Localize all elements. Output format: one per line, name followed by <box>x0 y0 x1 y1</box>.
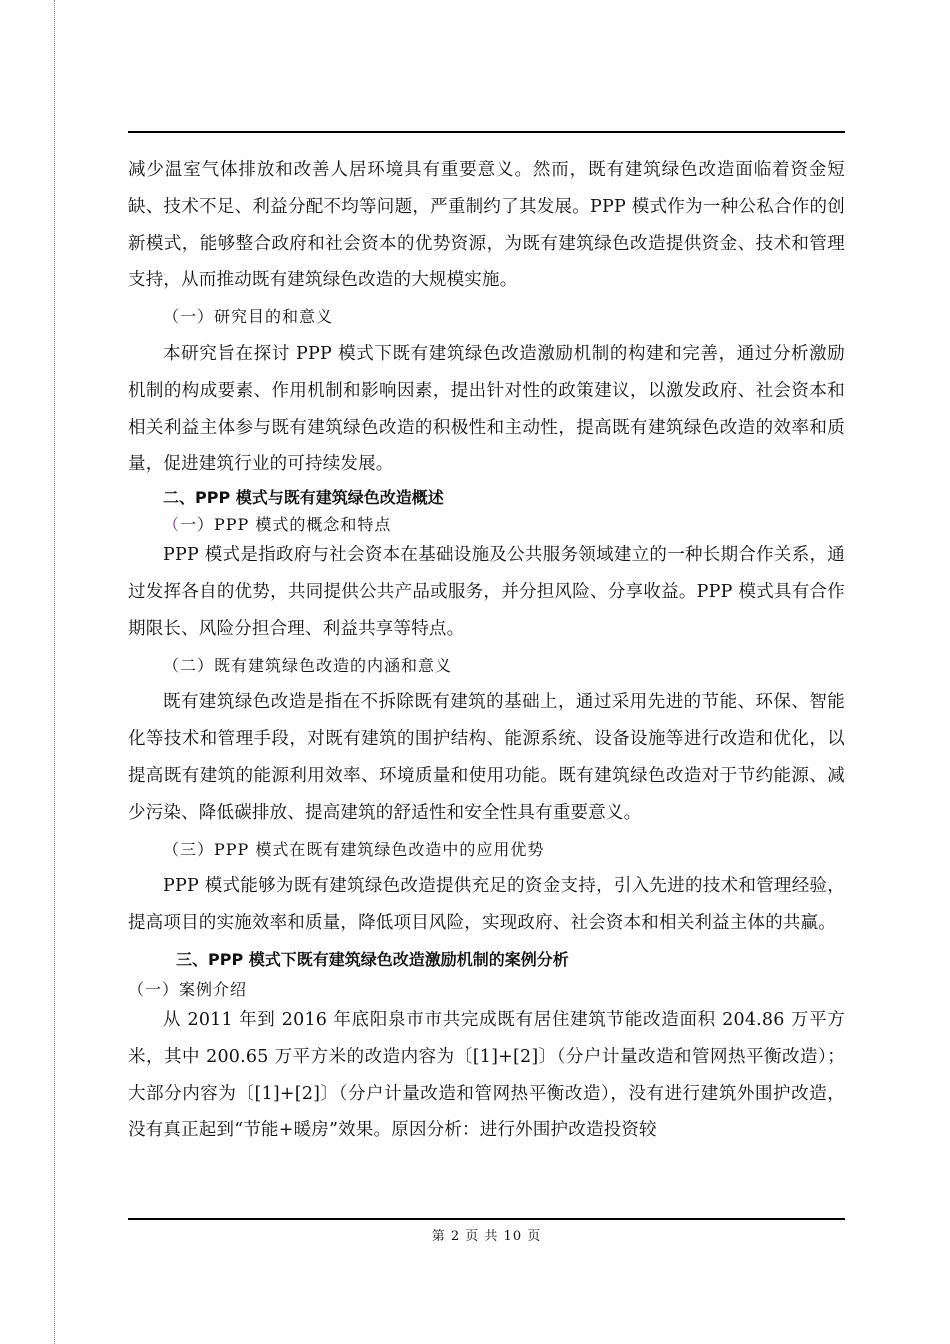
body-paragraph: 既有建筑绿色改造是指在不拆除既有建筑的基础上，通过采用先进的节能、环保、智能化等技术和管理手段，对既有建筑的围护结构、能源系统、设备设施等进行改造和优化，以提高既有建筑的能源利用效率、环境质量和使用功能。既有建筑绿色改造对于节约能源、减少污染、降低碳排放、提高建筑的舒适性和安全性具有重要意义。 <box>128 692 845 823</box>
footer-rule <box>128 1218 845 1220</box>
binding-margin-line <box>54 0 55 1344</box>
subheading-ppp-concept <box>128 513 845 537</box>
subheading-text: 一）PPP 模式的概念和特点 <box>180 515 392 535</box>
page-number-footer: 第 2 页 共 10 页 <box>431 1229 542 1244</box>
subheading-green-retrofit-meaning: （二）既有建筑绿色改造的内涵和意义 <box>163 655 453 675</box>
subheading-case-intro: （一）案例介绍 <box>128 979 248 999</box>
body-paragraph: PPP 模式是指政府与社会资本在基础设施及公共服务领域建立的一种长期合作关系，通过发挥各自的优势，共同提供公共产品或服务，并分担风险、分享收益。PPP 模式具有合作期限长、风险分担合理、利益共享等特点。 <box>128 545 845 639</box>
subheading-open-paren: （ <box>163 515 181 535</box>
section-heading-ppp-overview: 二、PPP 模式与既有建筑绿色改造概述 <box>163 488 444 508</box>
body-paragraph: 本研究旨在探讨 PPP 模式下既有建筑绿色改造激励机制的构建和完善，通过分析激励机制的构成要素、作用机制和影响因素，提出针对性的政策建议，以激发政府、社会资本和相关利益主体参与既有建筑绿色改造的积极性和主动性，提高既有建筑绿色改造的效率和质量，促进建筑行业的可持续发展。 <box>128 343 845 475</box>
subheading-ppp-advantages: （三）PPP 模式在既有建筑绿色改造中的应用优势 <box>163 839 545 859</box>
body-paragraph: PPP 模式能够为既有建筑绿色改造提供充足的资金支持，引入先进的技术和管理经验，提高项目的实施效率和质量，降低项目风险，实现政府、社会资本和相关利益主体的共赢。 <box>128 876 845 934</box>
header-rule <box>128 131 845 133</box>
body-paragraph: 减少温室气体排放和改善人居环境具有重要意义。然而，既有建筑绿色改造面临着资金短缺、技术不足、利益分配不均等问题，严重制约了其发展。PPP 模式作为一种公私合作的创新模式，能够整合政府和社会资本的优势资源，为既有建筑绿色改造提供资金、技术和管理支持，从而推动既有建筑绿色改造的大规模实施。 <box>128 160 845 291</box>
body-paragraph: 从 2011 年到 2016 年底阳泉市市共完成既有居住建筑节能改造面积 204.86 万平方米，其中 200.65 万平方米的改造内容为〔[1]+[2]〕（分户计量改造和管网热平衡改造）；大部分内容为〔[1]+[2]〕（分户计量改造和管网热平衡改造），没有进行建筑外围护改造，没有真正起到“节能+暖房”效果。原因分析：进行外围护改造投资较 <box>128 1009 845 1141</box>
subheading-research-purpose: （一）研究目的和意义 <box>163 307 334 327</box>
document-body <box>128 152 845 1149</box>
section-heading-case-analysis: 三、PPP 模式下既有建筑绿色改造激励机制的案例分析 <box>176 949 569 969</box>
